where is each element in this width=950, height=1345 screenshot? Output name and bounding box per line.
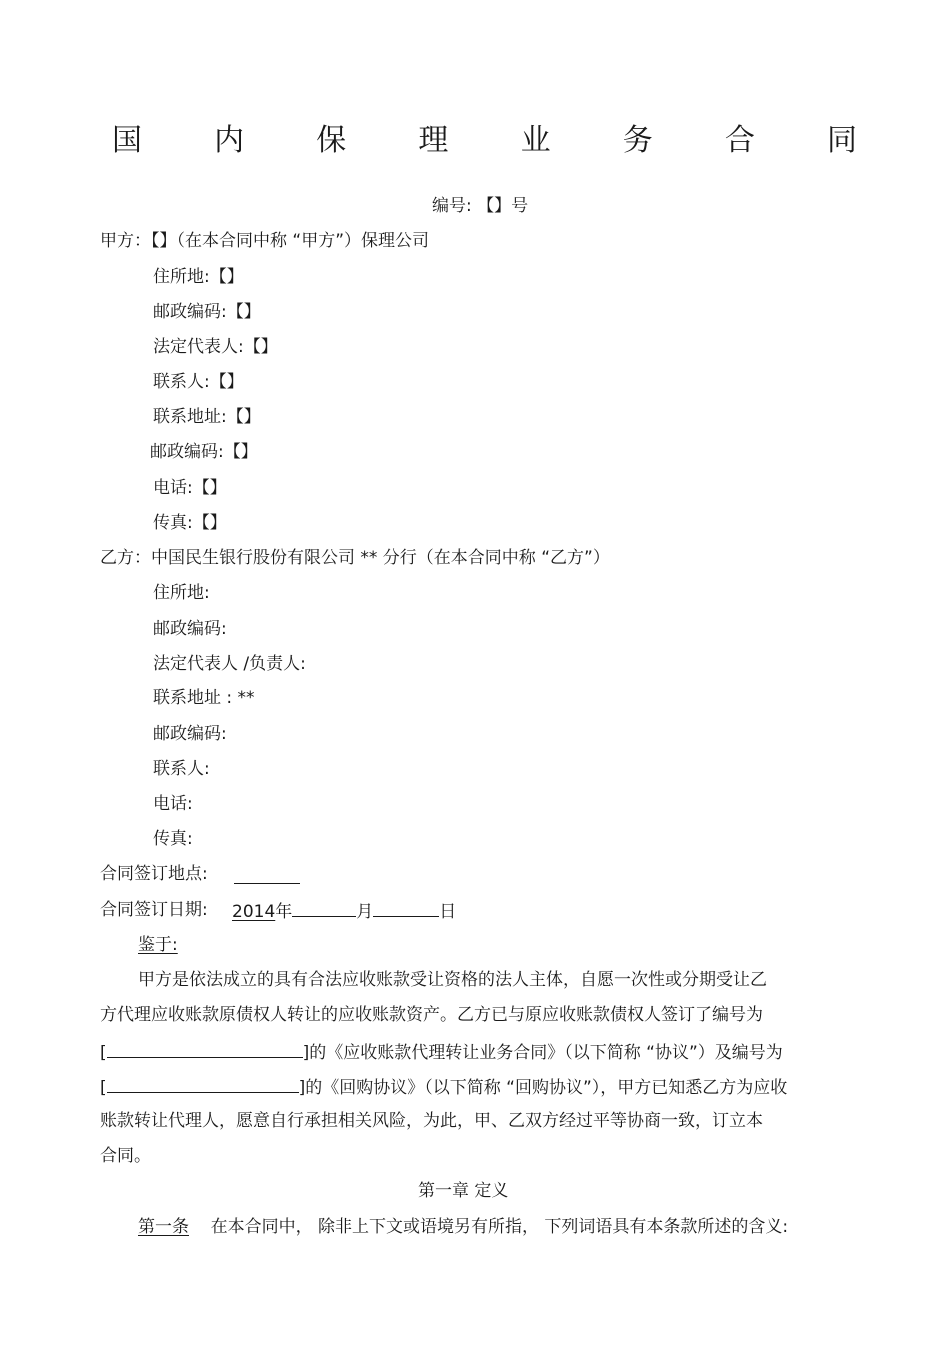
whereas-line-4: [ ]的《回购协议》（以下简称 “回购协议”），甲方已知悉乙方为应收: [100, 1078, 788, 1098]
party-a-phone: 电话:【】: [153, 478, 227, 498]
party-a-header: 甲方：【】（在本合同中称 “甲方”）保理公司: [100, 231, 430, 251]
chapter-heading: 第一章 定义: [418, 1181, 509, 1201]
day-unit: 日: [439, 902, 457, 922]
whereas-line-3: [ ]的《应收账款代理转让业务合同》（以下简称 “协议”）及编号为: [100, 1043, 783, 1063]
party-a-address: 住所地:【】: [153, 267, 244, 287]
whereas-label: 鉴于:: [138, 935, 178, 955]
year-unit: 年: [275, 902, 293, 922]
sign-date-year: 2014: [232, 902, 276, 922]
party-b-address: 住所地:: [153, 583, 210, 603]
party-b-fax: 传真:: [153, 829, 193, 849]
party-a-postcode: 邮政编码:【】: [153, 302, 261, 322]
party-b-phone: 电话:: [153, 794, 193, 814]
sign-date: [232, 902, 456, 921]
title-char: 理: [418, 123, 449, 158]
party-b-contact-address: 联系地址 : **: [153, 688, 255, 708]
party-b-postcode: 邮政编码:: [153, 619, 227, 639]
party-b-header: 乙方：中国民生银行股份有限公司 ** 分行（在本合同中称 “乙方”）: [100, 548, 610, 568]
sign-place-label: 合同签订地点:: [100, 864, 208, 884]
title-char: 同: [826, 123, 857, 158]
month-unit: 月: [356, 902, 374, 922]
whereas-line-5: 账款转让代理人，愿意自行承担相关风险，为此，甲、乙双方经过平等协商一致，订立本: [100, 1111, 763, 1131]
whereas-line-1: 甲方是依法成立的具有合法应收账款受让资格的法人主体，自愿一次性或分期受让乙: [138, 970, 767, 990]
party-a-legal-rep: 法定代表人:【】: [153, 337, 278, 357]
party-b-legal-rep: 法定代表人 /负责人:: [153, 654, 306, 674]
repurchase-number-blank: [107, 1078, 299, 1093]
whereas-line-2: 方代理应收账款原债权人转让的应收账款资产。乙方已与原应收账款债权人签订了编号为: [100, 1005, 763, 1025]
title-char: 内: [214, 123, 245, 158]
party-a-contact: 联系人:【】: [153, 372, 244, 392]
month-blank: [292, 902, 356, 917]
contract-number: 编号: 【】号: [432, 196, 529, 216]
title-char: 保: [316, 123, 347, 158]
title-char: 务: [622, 123, 653, 158]
document-title: [112, 123, 857, 158]
party-b-postcode-2: 邮政编码:: [153, 724, 227, 744]
agreement-number-blank: [107, 1043, 303, 1058]
article-1-text: 在本合同中， 除非上下文或语境另有所指， 下列词语具有本条款所述的含义:: [210, 1217, 789, 1237]
title-char: 业: [520, 123, 551, 158]
day-blank: [373, 902, 439, 917]
article-1-label: 第一条: [138, 1217, 189, 1237]
title-char: 国: [112, 123, 142, 158]
article-1: [138, 1219, 788, 1236]
party-a-postcode-2: 邮政编码:【】: [150, 442, 258, 462]
sign-place-blank: [234, 869, 300, 884]
title-char: 合: [724, 123, 755, 158]
party-b-contact: 联系人:: [153, 759, 210, 779]
whereas-line-6: 合同。: [100, 1146, 151, 1166]
party-a-contact-address: 联系地址:【】: [153, 407, 261, 427]
sign-date-label: 合同签订日期:: [100, 900, 208, 920]
party-a-fax: 传真:【】: [153, 513, 227, 533]
